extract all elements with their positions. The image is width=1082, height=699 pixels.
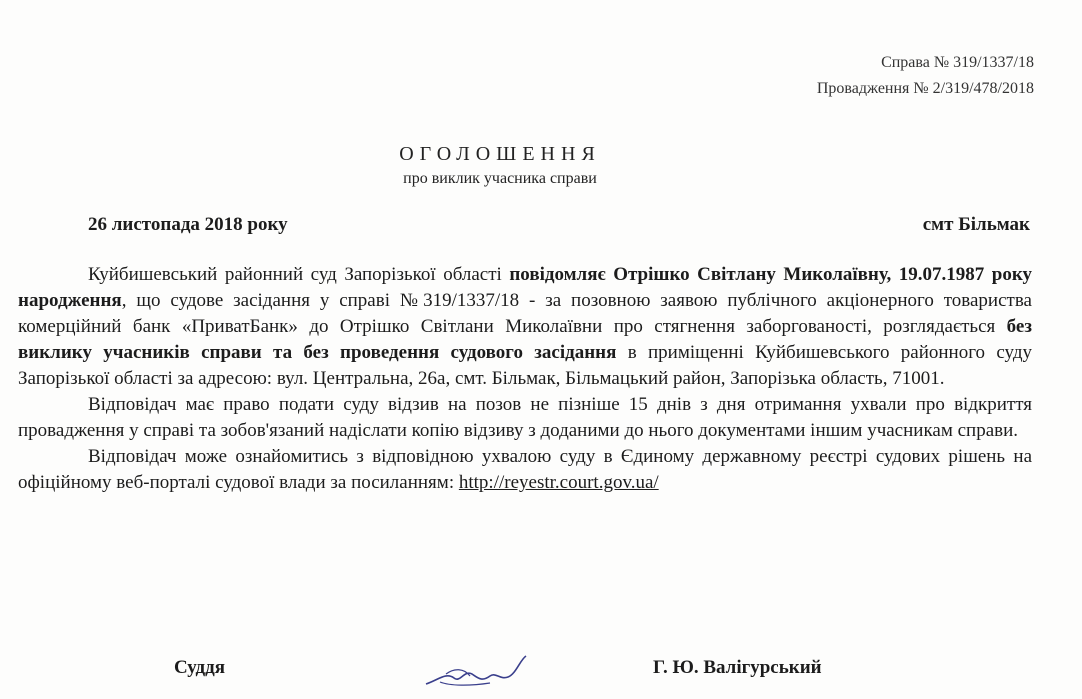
paragraph-registry — [18, 444, 1032, 496]
paragraph-notice-part1: Куйбишевський районний суд Запорізької області — [88, 264, 510, 285]
document-date: 26 листопада 2018 року — [88, 214, 288, 235]
registry-link[interactable]: http://reyestr.court.gov.ua/ — [458, 472, 659, 493]
paragraph-notice-part2: , що судове засідання у справі №319/1337/18 - за позовною заявою публічного акціонерного товариства комерційний банк «ПриватБанк» до Отрішко Світлани Миколаївни про стягнення заборгованості, розглядається — [18, 290, 1032, 337]
document-body — [18, 262, 1032, 496]
case-number: Справа № 319/1337/18 — [881, 54, 1034, 71]
case-reference — [817, 50, 1034, 102]
proceeding-number: Провадження № 2/319/478/2018 — [816, 80, 1034, 97]
paragraph-notice-part3: в приміщенні Куйбишевського районного суду Запорізької області за адресою: вул. Центральна, 26а, смт. Більмак, Більмацький район, Запорізька область, 71001. — [18, 342, 1032, 389]
judge-signature — [420, 650, 540, 695]
judge-name: Г. Ю. Валігурський — [653, 657, 822, 678]
paragraph-notice — [18, 262, 1032, 392]
judge-label: Суддя — [174, 657, 226, 678]
paragraph-notice-bold1: повідомляє Отрішко Світлану Миколаївну, 19.07.1987 року народження — [18, 264, 1033, 311]
paragraph-notice-bold2: без виклику учасників справи та без проведення судового засідання — [18, 316, 1032, 363]
paragraph-registry-text: Відповідач може ознайомитись з відповідною ухвалою суду в Єдиному державному реєстрі судових рішень на офіційному веб-порталі судової влади за посиланням: — [18, 446, 1032, 493]
document-title: ОГОЛОШЕННЯ — [399, 143, 601, 165]
paragraph-rights: Відповідач має право подати суду відзив на позов не пізніше 15 днів з дня отримання ухвали про відкриття провадження у справі та зобов'язаний надіслати копію відзиву з доданими до нього документами іншим учасникам справи. — [18, 394, 1032, 441]
document-subtitle: про виклик учасника справи — [403, 170, 597, 187]
document-place: смт Більмак — [922, 214, 1030, 235]
